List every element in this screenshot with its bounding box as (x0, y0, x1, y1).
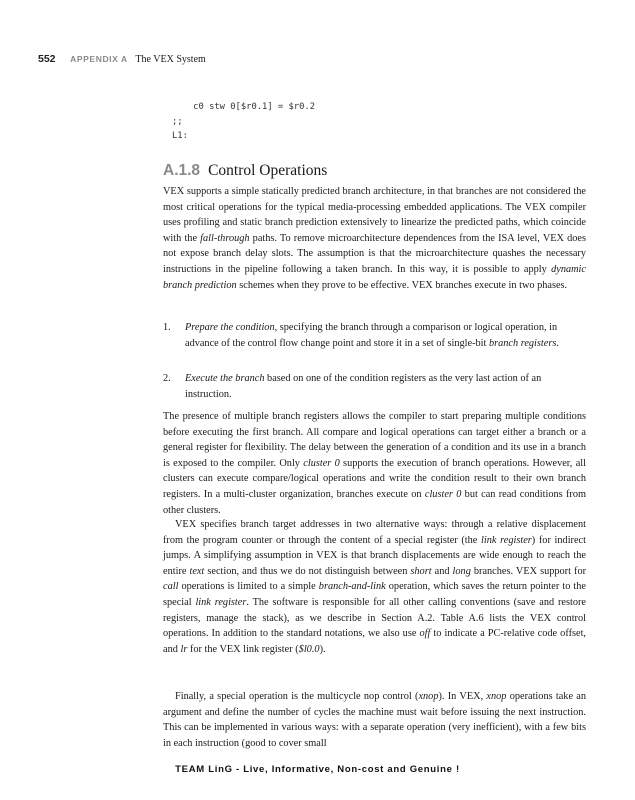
paragraph-intro: VEX supports a simple statically predicted branch architecture, in that branches are not considered the most critical operations for the typical media-processing embedded applications. The VEX compiler uses profiling and static branch prediction extensively to linearize the predicted paths, which coincide with the fall-through paths. To remove microarchitecture dependences from the ISA level, VEX does not expose branch delay slots. The assumption is that the microarchitecture quashes the necessary instructions in the pipeline following a taken branch. In this way, it is possible to apply dynamic branch prediction schemes when they prove to be effective. VEX branches execute in two phases. (163, 186, 586, 291)
appendix-title: The VEX System (135, 54, 206, 65)
paragraph-branch-targets: VEX specifies branch target addresses in two alternative ways: through a relative displacement from the program counter or through the content of a special register (the link register) for indirect jumps. A simplifying assumption in VEX is that branch displacements are wide enough to reach the entire text section, and thus we do not distinguish between short and long branches. VEX support for call operations is limited to a simple branch-and-link operation, which saves the return pointer to the special link register. The software is responsible for all other calling conventions (save and restore registers, manage the stack), as we describe in Section A.2. Table A.6 lists the VEX control operations. In addition to the standard notations, we also use off to indicate a PC-relative code offset, and lr for the VEX link register ($l0.0). (163, 519, 587, 655)
list-item: 2. Execute the branch based on one of the condition registers as the very last action of an instruction. (163, 373, 542, 400)
section-heading (163, 162, 327, 180)
list-number: 2. (163, 373, 171, 384)
appendix-label: APPENDIX A (70, 54, 128, 64)
section-title: Control Operations (208, 162, 328, 179)
code-line: L1: (172, 131, 188, 141)
paragraph-xnop: Finally, a special operation is the multicycle nop control (xnop). In VEX, xnop operations take an argument and define the number of cycles the machine must wait before issuing the next instruction. This can be implemented in various ways: with a separate operation (very inefficient), with a few bits in each instruction (good to cover small (163, 691, 586, 749)
list-number: 1. (163, 322, 171, 333)
list-item: 1. Prepare the condition, specifying the branch through a comparison or logical operation, in advance of the control flow change point and store it in a set of single-bit branch registers. (163, 322, 559, 349)
paragraph-branch-registers: The presence of multiple branch registers allows the compiler to start preparing multiple conditions before executing the first branch. All compare and logical operations can target either a branch or a general register for flexibility. The delay between the generation of a condition and its use in a branch is exposed to the compiler. Only cluster 0 supports the execution of branch operations. However, all clusters can execute compare/logical operations and write the condition result to their own branch registers. In a multi-cluster organization, branches execute on cluster 0 but can read conditions from other clusters. (163, 411, 586, 516)
page-number: 552 (38, 53, 56, 65)
running-header (38, 53, 206, 65)
section-number: A.1.8 (163, 162, 201, 179)
code-line: c0 stw 0[$r0.1] = $r0.2 (172, 102, 315, 112)
code-listing (172, 100, 315, 144)
footer-banner: TEAM LinG - Live, Informative, Non-cost and Genuine ! (175, 764, 460, 775)
code-line: ;; (172, 116, 183, 127)
